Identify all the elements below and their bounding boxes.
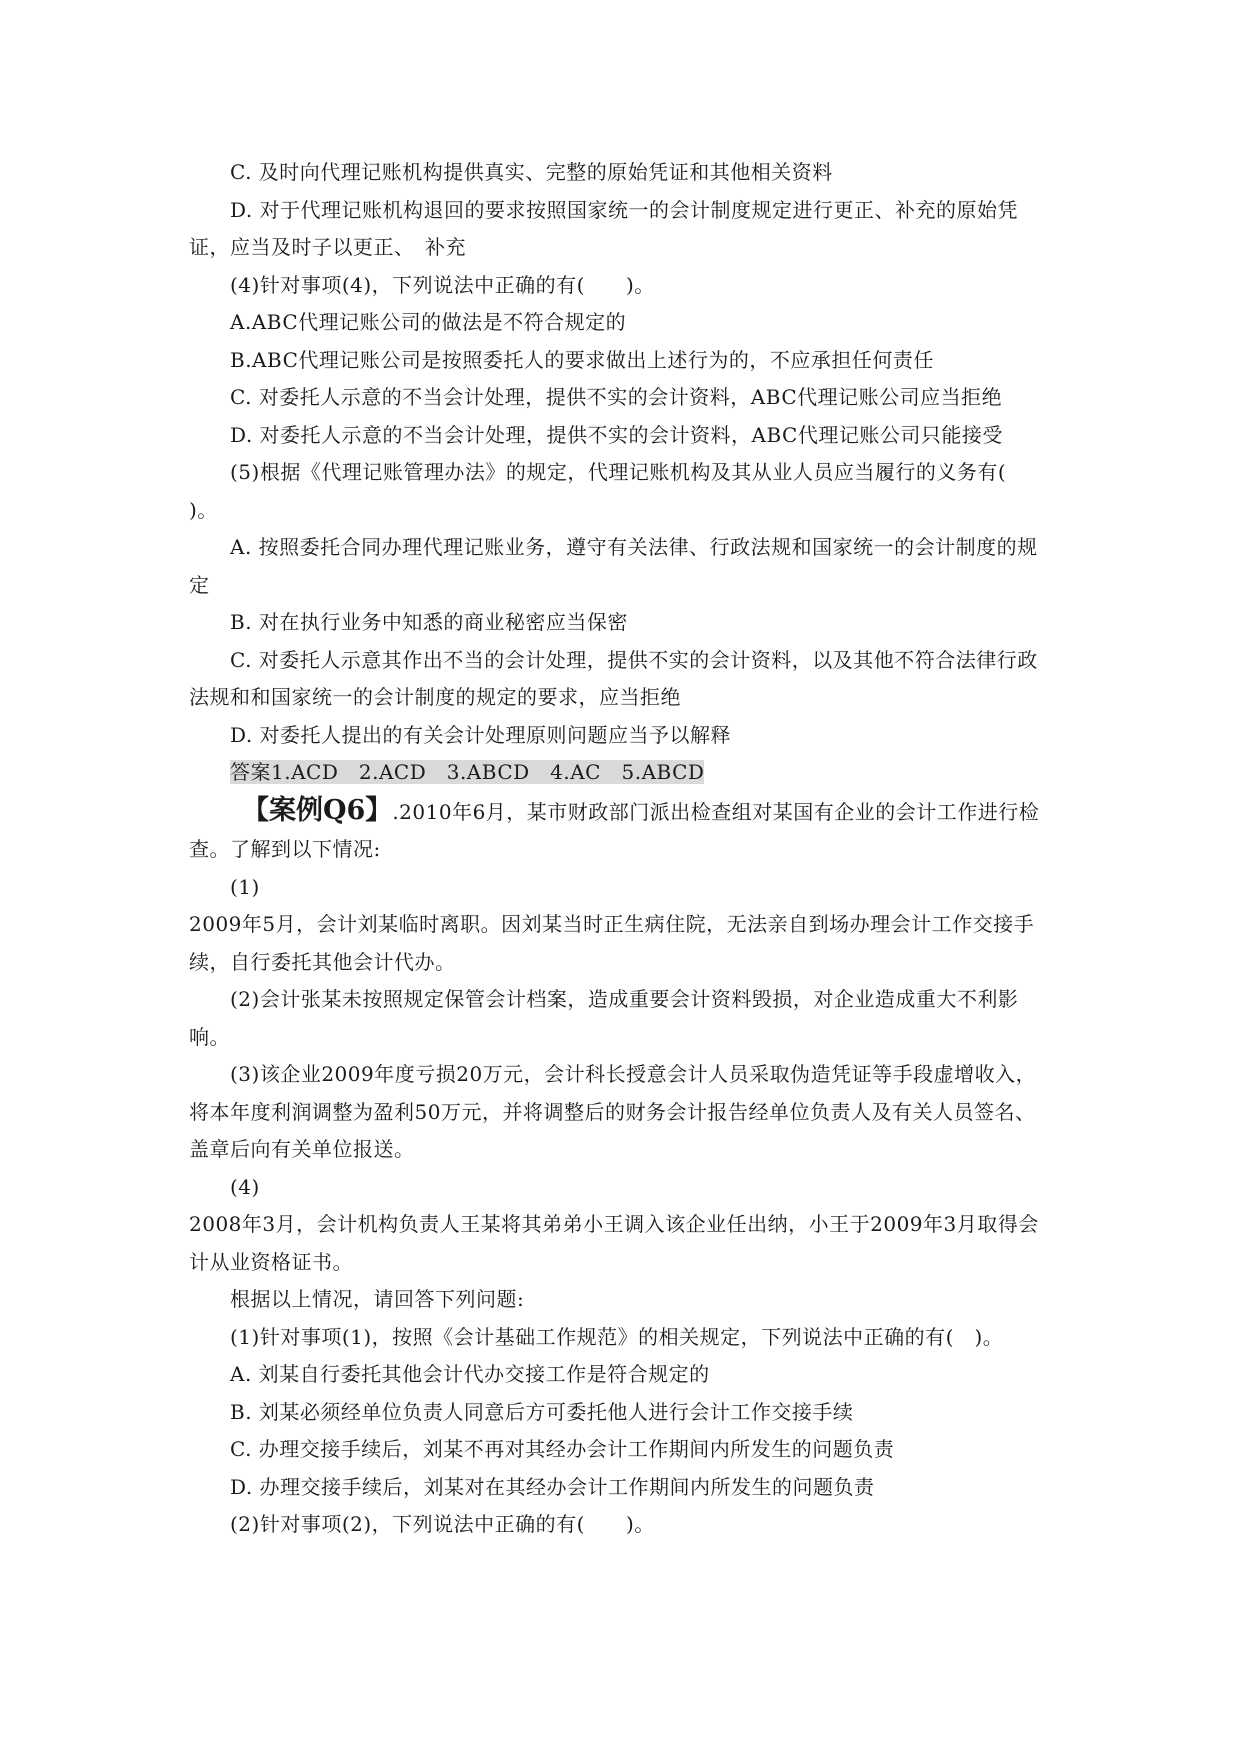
option-d-line: D. 对于代理记账机构退回的要求按照国家统一的会计制度规定进行更正、补充的原始凭证，应当及时子以更正、 补充 (189, 197, 1019, 259)
case-question-2: (2)针对事项(2)，下列说法中正确的有( )。 (230, 1512, 655, 1536)
q5-option-c: C. 对委托人示意其作出不当的会计处理，提供不实的会计资料，以及其他不符合法律行政法规和和国家统一的会计制度的规定的要求，应当拒绝 (189, 647, 1038, 709)
cq1-option-a: A. 刘某自行委托其他会计代办交接工作是符合规定的 (230, 1362, 710, 1386)
answer-line (189, 754, 1053, 792)
case-heading: 【案例Q6】 (242, 794, 393, 826)
cq1-option-c: C. 办理交接手续后，刘某不再对其经办会计工作期间内所发生的问题负责 (230, 1437, 895, 1461)
case-q6-intro (189, 792, 1053, 869)
case-intro-text: .2010年6月，某市财政部门派出检查组对某国有企业的会计工作进行检查。了解到以下情况: (189, 799, 1040, 861)
item-4-text: 2008年3月，会计机构负责人王某将其弟弟小王调入该企业任出纳，小王于2009年3月取得会计从业资格证书。 (189, 1212, 1039, 1274)
q5-option-b: B. 对在执行业务中知悉的商业秘密应当保密 (230, 610, 628, 634)
q5-option-a: A. 按照委托合同办理代理记账业务，遵守有关法律、行政法规和国家统一的会计制度的规定 (189, 535, 1038, 597)
item-2-text: (2)会计张某未按照规定保管会计档案，造成重要会计资料毁损，对企业造成重大不利影响。 (189, 987, 1019, 1049)
item-4-label: (4) (230, 1174, 260, 1199)
answer-text: 答案1.ACD 2.ACD 3.ABCD 4.AC 5.ABCD (230, 760, 705, 784)
question-4: (4)针对事项(4)，下列说法中正确的有( )。 (230, 272, 655, 297)
cq1-option-b: B. 刘某必须经单位负责人同意后方可委托他人进行会计工作交接手续 (230, 1399, 854, 1424)
q4-option-d: D. 对委托人示意的不当会计处理，提供不实的会计资料，ABC代理记账公司只能接受 (230, 422, 1003, 447)
q4-option-a: A.ABC代理记账公司的做法是不符合规定的 (230, 310, 627, 334)
document-body (189, 154, 1053, 1544)
item-3-text: (3)该企业2009年度亏损20万元，会计科长授意会计人员采取伪造凭证等手段虚增收入，将本年度利润调整为盈利50万元，并将调整后的财务会计报告经单位负责人及有关人员签名、盖章后向有关单位报送。 (189, 1062, 1037, 1161)
item-1-text: 2009年5月，会计刘某临时离职。因刘某当时正生病住院，无法亲自到场办理会计工作交接手续，自行委托其他会计代办。 (189, 912, 1035, 974)
option-c-line: C. 及时向代理记账机构提供真实、完整的原始凭证和其他相关资料 (230, 160, 833, 184)
q4-option-c: C. 对委托人示意的不当会计处理，提供不实的会计资料，ABC代理记账公司应当拒绝 (230, 385, 1003, 409)
instruction-line: 根据以上情况，请回答下列问题: (230, 1287, 525, 1311)
q4-option-b: B.ABC代理记账公司是按照委托人的要求做出上述行为的，不应承担任何责任 (230, 347, 934, 372)
question-5: (5)根据《代理记账管理办法》的规定，代理记账机构及其从业人员应当履行的义务有( )。 (189, 460, 1048, 522)
cq1-option-d: D. 办理交接手续后，刘某对在其经办会计工作期间内所发生的问题负责 (230, 1474, 875, 1499)
item-1-label: (1) (230, 874, 260, 899)
q5-option-d: D. 对委托人提出的有关会计处理原则问题应当予以解释 (230, 722, 732, 747)
case-question-1: (1)针对事项(1)，按照《会计基础工作规范》的相关规定，下列说法中正确的有( )。 (230, 1324, 1004, 1349)
